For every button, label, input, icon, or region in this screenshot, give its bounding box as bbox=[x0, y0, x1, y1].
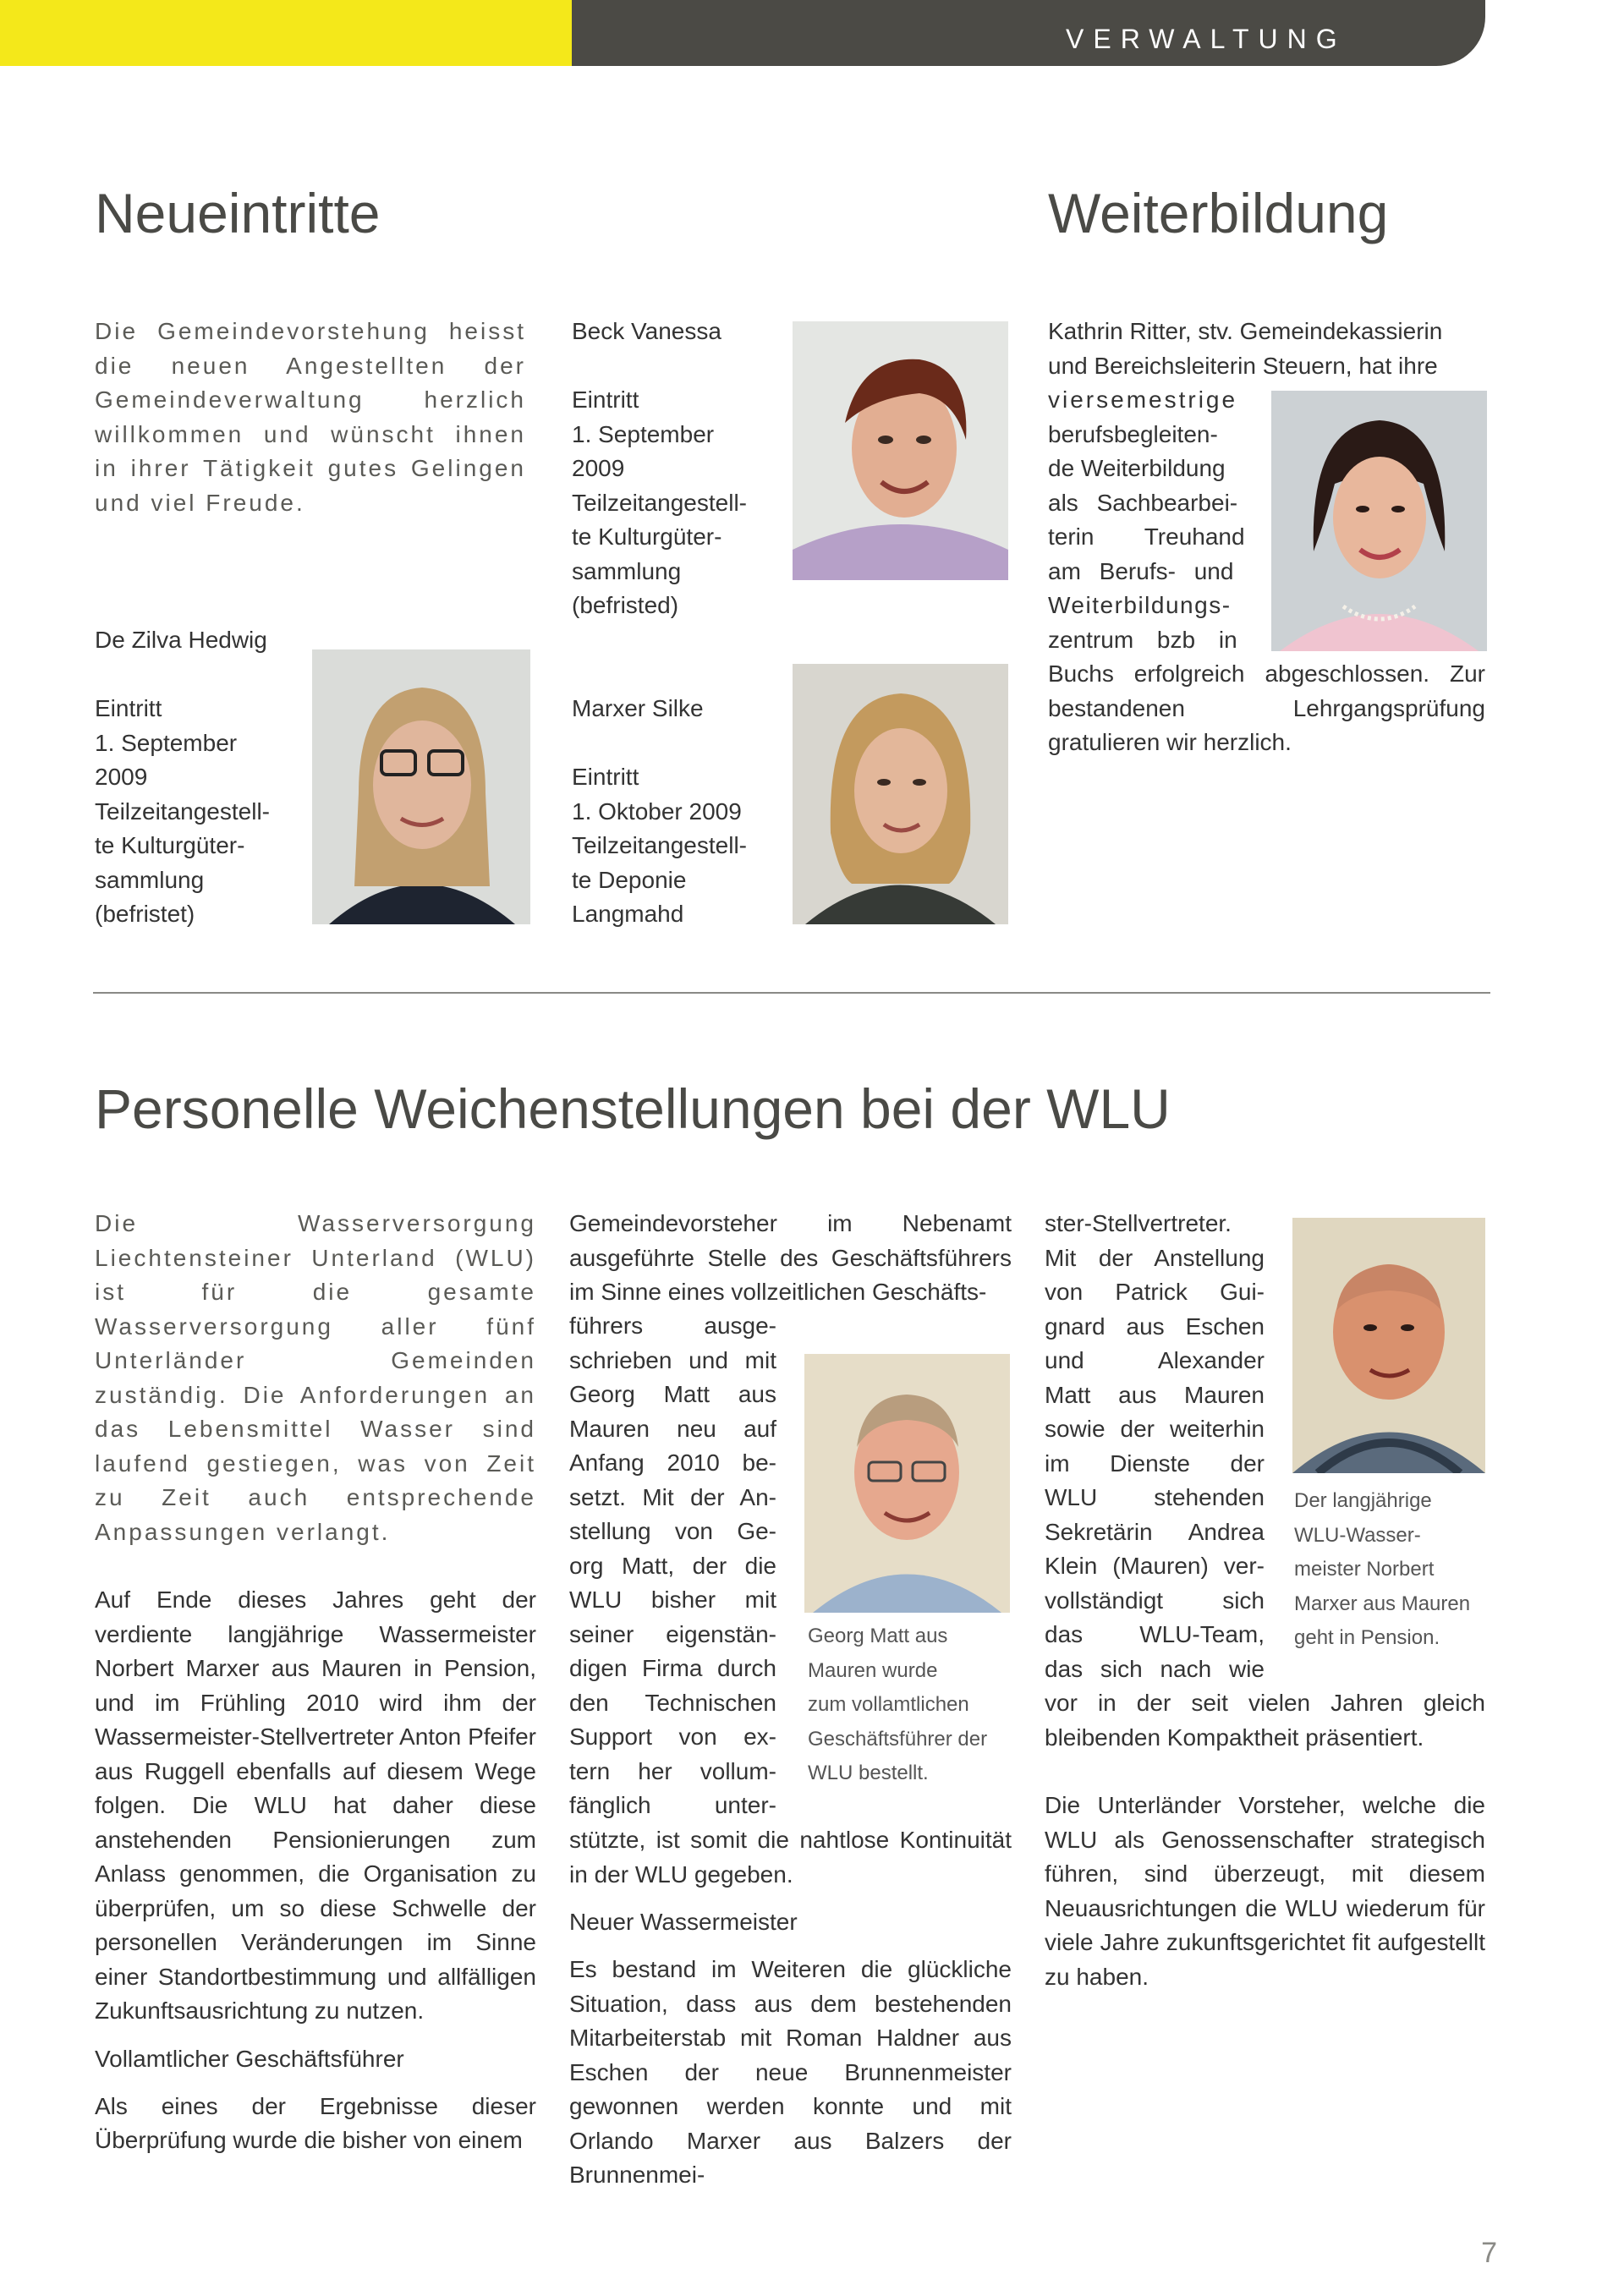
weiterbildung-line: am Berufs- und bbox=[1048, 557, 1234, 584]
person-entry-label: Eintritt bbox=[572, 764, 639, 790]
person-role: (befristed) bbox=[572, 592, 679, 618]
portrait-kathrin-ritter bbox=[1271, 391, 1487, 651]
caption-line: WLU-Wasser- bbox=[1294, 1523, 1421, 1547]
person-date: 1. September bbox=[95, 729, 238, 756]
person-role: sammlung bbox=[95, 866, 205, 893]
wlu-line: WLU stehenden bbox=[1045, 1484, 1265, 1510]
weiterbildung-line: als Sachbearbei- bbox=[1048, 489, 1238, 516]
caption-line: geht in Pension. bbox=[1294, 1626, 1440, 1649]
wlu-line: Klein (Mauren) ver- bbox=[1045, 1553, 1265, 1579]
person-date: 1. September bbox=[572, 420, 715, 447]
person-role: te Kulturgüter- bbox=[572, 523, 722, 550]
wlu-paragraph: stützte, ist somit die nahtlose Kontinuität in der WLU gegeben. bbox=[569, 1827, 1012, 1888]
wlu-line: von Patrick Gui- bbox=[1045, 1279, 1265, 1305]
portrait-beck-vanessa bbox=[793, 321, 1008, 580]
wlu-line: seiner eigenstän- bbox=[569, 1620, 776, 1647]
caption-line: Der langjährige bbox=[1294, 1489, 1432, 1512]
wlu-column-2-narrow bbox=[569, 1309, 776, 1823]
wlu-subheading-vollamt: Vollamtlicher Geschäftsführer bbox=[95, 2045, 404, 2072]
weiterbildung-line: Weiterbildungs- bbox=[1048, 592, 1232, 618]
weiterbildung-rest: Buchs erfolgreich abgeschlossen. Zur bestandenen Lehrgangsprüfung gratulieren wir herzlich. bbox=[1048, 660, 1485, 755]
wlu-line: WLU bisher mit bbox=[569, 1586, 776, 1613]
person-name: De Zilva Hedwig bbox=[95, 627, 267, 653]
wlu-line: Sekretärin Andrea bbox=[1045, 1518, 1265, 1545]
wlu-line: org Matt, der die bbox=[569, 1552, 776, 1579]
wlu-paragraph: Gemeindevorsteher im Nebenamt ausgeführte Stelle des Geschäftsführers im Sinne eines vollzeitlichen Geschäfts- bbox=[569, 1210, 1012, 1305]
weiterbildung-line: berufsbegleiten- bbox=[1048, 420, 1218, 447]
wlu-paragraph: Als eines der Ergebnisse dieser Überprüfung wurde die bisher von einem bbox=[95, 2092, 536, 2153]
wlu-line: das sich nach wie bbox=[1045, 1655, 1265, 1682]
caption-line: zum vollamtlichen bbox=[808, 1693, 969, 1716]
person-entry-label: Eintritt bbox=[572, 386, 639, 413]
weiterbildung-narrow bbox=[1048, 383, 1249, 657]
weiterbildung-line: viersemestrige bbox=[1048, 386, 1238, 413]
person-marxer-silke bbox=[572, 692, 775, 932]
page-number: 7 bbox=[1481, 2237, 1497, 2269]
person-role: Langmahd bbox=[572, 901, 684, 927]
person-role: Teilzeitangestell- bbox=[572, 489, 747, 516]
weiterbildung-line: terin Treuhand bbox=[1048, 523, 1245, 550]
person-role: te Kulturgüter- bbox=[95, 832, 245, 858]
caption-georg-matt bbox=[808, 1619, 1019, 1791]
weiterbildung-title: Weiterbildung bbox=[1048, 182, 1389, 244]
wlu-line: Support von ex- bbox=[569, 1723, 776, 1750]
person-role: Teilzeitangestell- bbox=[95, 797, 270, 825]
weiterbildung-intro bbox=[1048, 315, 1485, 383]
caption-line: Mauren wurde bbox=[808, 1658, 938, 1682]
person-role: te Deponie bbox=[572, 866, 687, 893]
person-name: Marxer Silke bbox=[572, 695, 704, 721]
wlu-paragraph: Auf Ende dieses Jahres geht der verdiente langjährige Wassermeister Norbert Marxer aus Mauren in Pension, und im Frühling 2010 wird ihm der Wassermeister-Stellvertreter Anton Pfeifer aus Ruggell ebenfalls auf diesem Wege folgen. Die WLU hat daher diese anstehenden Pensionierungen zum Anlass genommen, die Organisation zu überprüfen, um so diese Schwelle der personellen Veränderungen im Sinne einer Standortbestimmung und allfälligen Zukunftsausrichtung zu nutzen. bbox=[95, 1586, 536, 2024]
wlu-line: tern her vollum- bbox=[569, 1757, 776, 1784]
header-accent-yellow bbox=[0, 0, 572, 66]
wlu-line: Matt aus Mauren bbox=[1045, 1381, 1265, 1408]
person-year: 2009 bbox=[95, 764, 148, 790]
section-label: VERWALTUNG bbox=[1066, 24, 1347, 54]
person-entry-label: Eintritt bbox=[95, 695, 162, 721]
weiterbildung-line: de Weiterbildung bbox=[1048, 455, 1226, 481]
person-de-zilva bbox=[95, 623, 298, 932]
wlu-lead: Die Wasserversorgung Liechtensteiner Unterland (WLU) ist für die gesamte Wasserversorgung aller fünf Unterländer Gemeinden zuständig. Die Anforderungen an das Lebensmittel Wasser sind laufend gestiegen, was von Zeit zu Zeit auch entsprechende Anpassungen verlangt. bbox=[95, 1210, 536, 1545]
neueintritte-title: Neueintritte bbox=[95, 182, 381, 244]
caption-line: Georg Matt aus bbox=[808, 1625, 948, 1647]
person-role: Teilzeitangestell- bbox=[572, 832, 747, 858]
caption-line: WLU bestellt. bbox=[808, 1762, 929, 1784]
wlu-line: im Dienste der bbox=[1045, 1449, 1265, 1477]
portrait-georg-matt bbox=[804, 1354, 1010, 1613]
person-beck bbox=[572, 315, 775, 623]
weiterbildung-line: zentrum bzb in bbox=[1048, 626, 1237, 653]
wlu-column-1 bbox=[95, 1207, 536, 2158]
wlu-paragraph: Die Unterländer Vorsteher, welche die WLU als Genossenschafter strategisch führen, sind überzeugt, mit diesem Neuausrichtungen die WLU wiederum für viele Jahre zukunftsgerichtet fit aufgestellt zu haben. bbox=[1045, 1792, 1485, 1990]
wlu-paragraph: vor in der seit vielen Jahren gleich bleibenden Kompaktheit präsentiert. bbox=[1045, 1690, 1485, 1751]
caption-line: meister Norbert bbox=[1294, 1558, 1435, 1581]
wlu-line: den Technischen bbox=[569, 1689, 776, 1716]
wlu-paragraph: Es bestand im Weiteren die glückliche Situation, dass aus dem bestehenden Mitarbeiterstab mit Roman Haldner aus Eschen der neue Brunnenmeister gewonnen werden konnte und mit Orlando Marxer aus Balzers der Brunnenmei- bbox=[569, 1956, 1012, 2188]
wlu-line: Georg Matt aus bbox=[569, 1381, 776, 1407]
wlu-column-3-narrow bbox=[1045, 1207, 1265, 1686]
wlu-line: vollständigt sich bbox=[1045, 1586, 1265, 1614]
person-year: 2009 bbox=[572, 455, 625, 481]
wlu-line: digen Firma durch bbox=[569, 1655, 776, 1681]
wlu-column-3-bottom bbox=[1045, 1686, 1485, 1994]
portrait-norbert-marxer bbox=[1292, 1218, 1485, 1473]
wlu-line: fänglich unter- bbox=[569, 1792, 776, 1818]
person-role: (befristet) bbox=[95, 901, 195, 927]
neueintritte-intro: Die Gemeindevorstehung heisst die neuen Angestellten der Gemeindeverwaltung herzlich willkommen und wünscht ihnen in ihrer Tätigkeit gutes Gelingen und viel Freude. bbox=[95, 318, 526, 516]
wlu-subheading-wassermeister: Neuer Wassermeister bbox=[569, 1909, 798, 1935]
caption-line: Geschäftsführer der bbox=[808, 1727, 988, 1751]
wlu-line: Mauren neu auf bbox=[569, 1415, 776, 1442]
wlu-title: Personelle Weichenstellungen bei der WLU bbox=[95, 1077, 1171, 1140]
portrait-marxer-silke bbox=[793, 664, 1008, 924]
person-date: 1. Oktober 2009 bbox=[572, 797, 742, 825]
wlu-line: schrieben und mit bbox=[569, 1346, 776, 1373]
wlu-line: ster-Stellvertreter. bbox=[1045, 1210, 1232, 1236]
section-divider bbox=[93, 992, 1490, 994]
wlu-column-2-bottom bbox=[569, 1823, 1012, 2193]
wlu-line: setzt. Mit der An- bbox=[569, 1483, 776, 1510]
caption-norbert-marxer bbox=[1294, 1484, 1493, 1656]
person-name: Beck Vanessa bbox=[572, 318, 721, 344]
weiterbildung-line: Kathrin Ritter, stv. Gemeindekassierin bbox=[1048, 318, 1443, 344]
person-role: sammlung bbox=[572, 557, 682, 584]
wlu-line: Anfang 2010 be- bbox=[569, 1449, 776, 1476]
wlu-line: führers ausge- bbox=[569, 1312, 776, 1339]
wlu-line: gnard aus Eschen bbox=[1045, 1312, 1265, 1340]
wlu-line: sowie der weiterhin bbox=[1045, 1416, 1265, 1442]
wlu-line: Mit der Anstellung bbox=[1045, 1244, 1265, 1271]
portrait-de-zilva-hedwig bbox=[312, 649, 530, 924]
wlu-line: und Alexander bbox=[1045, 1347, 1265, 1373]
caption-line: Marxer aus Mauren bbox=[1294, 1592, 1471, 1615]
weiterbildung-line: und Bereichsleiterin Steuern, hat ihre bbox=[1048, 352, 1438, 379]
wlu-line: das WLU-Team, bbox=[1045, 1621, 1265, 1647]
wlu-line: stellung von Ge- bbox=[569, 1518, 776, 1544]
